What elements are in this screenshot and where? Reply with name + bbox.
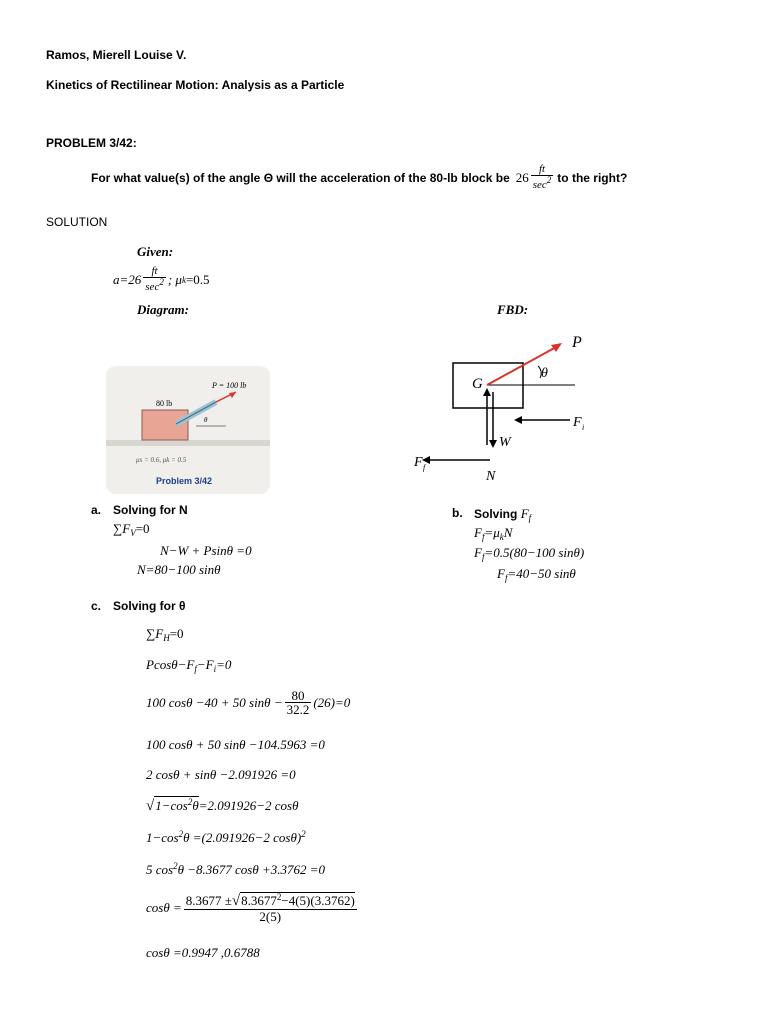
force-label: P = 100 lb bbox=[212, 381, 247, 390]
fbd-ff-label: F bbox=[414, 455, 423, 470]
problem-heading: PROBLEM 3/42: bbox=[46, 136, 137, 150]
part-b-letter: b. bbox=[452, 506, 463, 520]
block-label: 80 lb bbox=[156, 399, 173, 408]
part-c-eq1: $\sum F_H=0$ bbox=[146, 626, 184, 643]
fbd-label: FBD: bbox=[497, 302, 529, 317]
fbd-w-label: W bbox=[499, 435, 511, 450]
part-c-eq2: $Pcos\theta-F_f-F_i=0$ bbox=[146, 657, 232, 674]
given-label: Given: bbox=[137, 244, 174, 259]
problem-figure bbox=[106, 366, 270, 494]
diagram-label: Diagram: bbox=[137, 302, 189, 317]
solution-heading: SOLUTION bbox=[46, 215, 108, 229]
part-a-title: Solving for N bbox=[113, 503, 188, 517]
part-c-eq10: cosθ =0.9947 ,0.6788 bbox=[146, 945, 260, 960]
angle-label: θ bbox=[204, 416, 208, 424]
block-80lb bbox=[142, 410, 188, 440]
problem-figure-drawing bbox=[106, 366, 270, 494]
problem-question bbox=[91, 164, 627, 191]
question-text: For what value(s) of the angle Θ will the acceleration of the 80-lb block be bbox=[91, 170, 510, 185]
fbd-theta-label: θ bbox=[541, 366, 548, 381]
fbd-fi-sub: i bbox=[582, 423, 585, 432]
fbd-g-label: G bbox=[472, 376, 483, 392]
part-c-letter: c. bbox=[91, 599, 102, 613]
question-unit-fraction: $\frac{ft}{\sec^2}$ bbox=[532, 163, 552, 191]
part-c-eq6: $√1-\cos^2\theta=2.091926-2$ cosθ bbox=[146, 797, 299, 814]
part-c-eq3: 100 cosθ −40 + 50 sinθ − $\frac{80}{32.2}$ (26)=0 bbox=[146, 688, 351, 717]
given-values: a=26 $\frac{ft}{\sec^2}$ ; μ k =0.5 bbox=[113, 265, 210, 293]
fbd-n-label: N bbox=[486, 469, 496, 484]
part-c-eq8: 5 $\cos^2\theta -8.3677$ cosθ +3.3762 =0 bbox=[146, 861, 326, 877]
fbd-ff-sub: f bbox=[423, 463, 426, 472]
part-b-eq1: $F_f=\mu_kN$ bbox=[474, 525, 513, 542]
part-c-eq7: $1-\cos^2\theta =(2.091926-2$ cosθ)$^2$ bbox=[146, 829, 306, 845]
question-text-end: to the right? bbox=[557, 170, 628, 185]
part-b-eq3: $F_f=40-50$ sinθ bbox=[497, 566, 576, 583]
part-c-eq4: 100 cosθ + 50 sinθ −104.5963 =0 bbox=[146, 737, 325, 752]
friction-coefficients: μs = 0.6, μk = 0.5 bbox=[136, 456, 187, 464]
question-accel-value: 26 bbox=[515, 169, 529, 185]
author-name: Ramos, Mierell Louise V. bbox=[46, 48, 187, 62]
part-a-eq2: N−W + Psinθ =0 bbox=[160, 543, 252, 558]
figure-caption: Problem 3/42 bbox=[156, 476, 213, 486]
free-body-diagram bbox=[410, 330, 610, 490]
part-c-title: Solving for θ bbox=[113, 599, 186, 613]
fbd-p-label: P bbox=[572, 334, 582, 351]
fbd-fi-label: F bbox=[573, 415, 582, 430]
part-a-letter: a. bbox=[91, 503, 102, 517]
part-a-eq1: $\sum F_V=0$ bbox=[113, 521, 150, 538]
ground bbox=[106, 440, 270, 446]
part-a-eq3: N=80−100 sinθ bbox=[137, 562, 221, 577]
part-c-eq9: cosθ = $\frac{8.3677 \pm√8.3677^2-4(5)(3.3762)}{2(5)}$ bbox=[146, 892, 355, 924]
part-b-eq2: $F_f=0.5(80-100$ sinθ) bbox=[474, 545, 585, 562]
document-topic: Kinetics of Rectilinear Motion: Analysis as a Particle bbox=[46, 78, 345, 92]
part-c-eq5: 2 cosθ + sinθ −2.091926 =0 bbox=[146, 767, 296, 782]
part-b-title: Solving $F_f$ bbox=[474, 506, 532, 523]
